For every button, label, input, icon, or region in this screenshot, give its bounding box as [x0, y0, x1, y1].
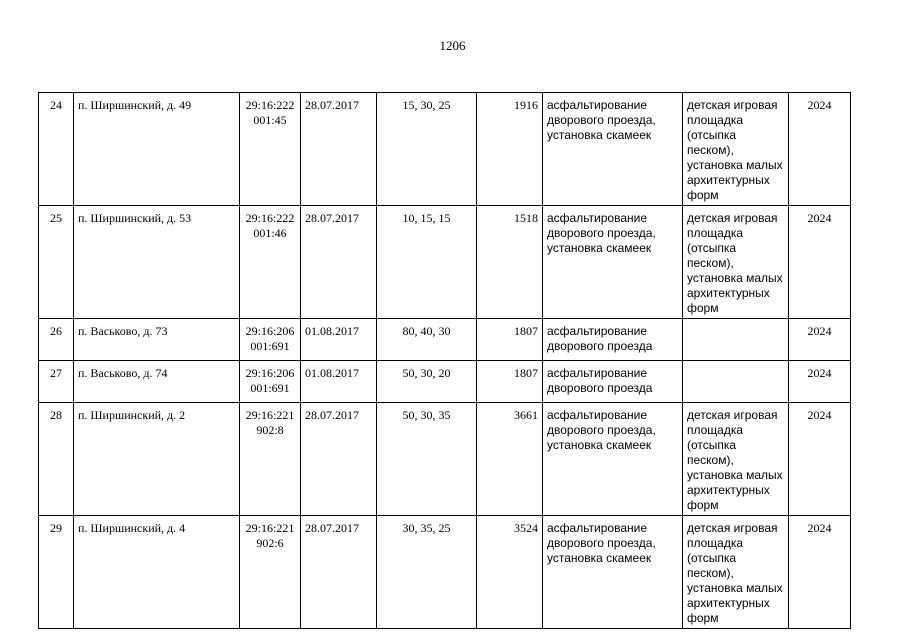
works-cell — [543, 93, 683, 206]
address-cell: п. Васьково, д. 73 — [74, 319, 240, 361]
table-row — [39, 361, 851, 403]
works-cell-line: дворового проезда — [547, 339, 653, 353]
date-cell: 01.08.2017 — [301, 361, 377, 403]
extra-works-cell-line: архитектурных — [687, 483, 770, 497]
works-cell — [543, 319, 683, 361]
date-cell: 28.07.2017 — [301, 516, 377, 629]
works-cell-line: дворового проезда, — [547, 536, 656, 550]
table-row — [39, 319, 851, 361]
date-cell: 28.07.2017 — [301, 93, 377, 206]
dimensions-cell: 50, 30, 35 — [377, 403, 477, 516]
extra-works-cell-line: архитектурных — [687, 286, 770, 300]
row-number-cell: 24 — [39, 93, 74, 206]
address-cell: п. Ширшинский, д. 4 — [74, 516, 240, 629]
works-cell-line: установка скамеек — [547, 241, 652, 255]
extra-works-cell-line: установка малых — [687, 581, 783, 595]
extra-works-cell-line: детская игровая — [687, 211, 778, 225]
extra-works-cell — [683, 403, 789, 516]
extra-works-cell — [683, 93, 789, 206]
row-number-cell: 28 — [39, 403, 74, 516]
extra-works-cell-line: архитектурных — [687, 596, 770, 610]
improvement-table — [38, 92, 851, 629]
works-cell — [543, 206, 683, 319]
dimensions-cell: 10, 15, 15 — [377, 206, 477, 319]
table-row — [39, 403, 851, 516]
value-cell: 1807 — [477, 361, 543, 403]
extra-works-cell-line: (отсыпка песком), — [687, 128, 737, 157]
extra-works-cell-line: форм — [687, 498, 719, 512]
cadastral-cell-line: 29:16:221 — [245, 408, 295, 422]
extra-works-cell-line: площадка — [687, 423, 744, 437]
cadastral-cell — [240, 403, 301, 516]
works-cell-line: асфальтирование — [547, 324, 648, 338]
date-cell: 01.08.2017 — [301, 319, 377, 361]
works-cell — [543, 403, 683, 516]
cadastral-cell-line: 001:691 — [250, 339, 290, 353]
table-row — [39, 516, 851, 629]
works-cell-line: асфальтирование — [547, 521, 648, 535]
works-cell-line: асфальтирование — [547, 98, 648, 112]
extra-works-cell-line: площадка — [687, 536, 744, 550]
year-cell: 2024 — [789, 206, 851, 319]
row-number-cell: 27 — [39, 361, 74, 403]
cadastral-cell-line: 902:8 — [256, 423, 284, 437]
cadastral-cell-line: 29:16:221 — [245, 521, 295, 535]
extra-works-cell-line: (отсыпка песком), — [687, 551, 737, 580]
cadastral-cell — [240, 319, 301, 361]
value-cell: 1916 — [477, 93, 543, 206]
works-cell-line: дворового проезда — [547, 381, 653, 395]
extra-works-cell-line: детская игровая — [687, 408, 778, 422]
row-number-cell: 29 — [39, 516, 74, 629]
extra-works-cell-line: (отсыпка песком), — [687, 241, 737, 270]
extra-works-cell-line: форм — [687, 301, 719, 315]
row-number-cell: 26 — [39, 319, 74, 361]
year-cell: 2024 — [789, 516, 851, 629]
year-cell: 2024 — [789, 319, 851, 361]
extra-works-cell-line: детская игровая — [687, 521, 778, 535]
cadastral-cell-line: 29:16:206 — [245, 366, 295, 380]
extra-works-cell-line: установка малых — [687, 158, 783, 172]
cadastral-cell-line: 29:16:222 — [245, 211, 295, 225]
dimensions-cell: 50, 30, 20 — [377, 361, 477, 403]
cadastral-cell-line: 001:46 — [253, 226, 287, 240]
cadastral-cell-line: 29:16:206 — [245, 324, 295, 338]
value-cell: 1807 — [477, 319, 543, 361]
year-cell: 2024 — [789, 361, 851, 403]
extra-works-cell — [683, 516, 789, 629]
extra-works-cell-line: (отсыпка песком), — [687, 438, 737, 467]
cadastral-cell-line: 001:691 — [250, 381, 290, 395]
table-row — [39, 206, 851, 319]
works-cell-line: асфальтирование — [547, 408, 648, 422]
extra-works-cell-line: установка малых — [687, 271, 783, 285]
cadastral-cell — [240, 206, 301, 319]
page-number: 1206 — [439, 38, 466, 53]
row-number-cell: 25 — [39, 206, 74, 319]
extra-works-cell — [683, 361, 789, 403]
cadastral-cell-line: 29:16:222 — [245, 98, 295, 112]
address-cell: п. Ширшинский, д. 2 — [74, 403, 240, 516]
dimensions-cell: 15, 30, 25 — [377, 93, 477, 206]
cadastral-cell-line: 001:45 — [253, 113, 287, 127]
value-cell: 1518 — [477, 206, 543, 319]
extra-works-cell — [683, 319, 789, 361]
value-cell: 3524 — [477, 516, 543, 629]
address-cell: п. Васьково, д. 74 — [74, 361, 240, 403]
dimensions-cell: 30, 35, 25 — [377, 516, 477, 629]
table-row — [39, 93, 851, 206]
extra-works-cell-line: площадка — [687, 113, 744, 127]
extra-works-cell-line: форм — [687, 611, 719, 625]
extra-works-cell — [683, 206, 789, 319]
year-cell: 2024 — [789, 403, 851, 516]
works-cell-line: дворового проезда, — [547, 423, 656, 437]
extra-works-cell-line: форм — [687, 188, 719, 202]
works-cell-line: асфальтирование — [547, 211, 648, 225]
address-cell: п. Ширшинский, д. 49 — [74, 93, 240, 206]
works-cell-line: асфальтирование — [547, 366, 648, 380]
works-cell-line: установка скамеек — [547, 551, 652, 565]
year-cell: 2024 — [789, 93, 851, 206]
works-cell-line: дворового проезда, — [547, 113, 656, 127]
table-body — [39, 93, 851, 629]
works-cell-line: установка скамеек — [547, 438, 652, 452]
works-cell-line: дворового проезда, — [547, 226, 656, 240]
works-cell-line: установка скамеек — [547, 128, 652, 142]
cadastral-cell — [240, 361, 301, 403]
dimensions-cell: 80, 40, 30 — [377, 319, 477, 361]
date-cell: 28.07.2017 — [301, 403, 377, 516]
date-cell: 28.07.2017 — [301, 206, 377, 319]
extra-works-cell-line: детская игровая — [687, 98, 778, 112]
cadastral-cell-line: 902:6 — [256, 536, 284, 550]
extra-works-cell-line: архитектурных — [687, 173, 770, 187]
extra-works-cell-line: установка малых — [687, 468, 783, 482]
works-cell — [543, 516, 683, 629]
works-cell — [543, 361, 683, 403]
value-cell: 3661 — [477, 403, 543, 516]
cadastral-cell — [240, 516, 301, 629]
extra-works-cell-line: площадка — [687, 226, 744, 240]
address-cell: п. Ширшинский, д. 53 — [74, 206, 240, 319]
cadastral-cell — [240, 93, 301, 206]
